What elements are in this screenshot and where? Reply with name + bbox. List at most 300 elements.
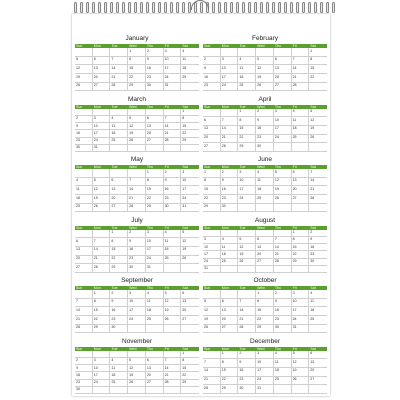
day-cell[interactable]: 26	[128, 138, 146, 145]
day-cell[interactable]: 8	[181, 116, 199, 123]
day-cell[interactable]	[128, 387, 146, 394]
day-cell[interactable]: 17	[238, 186, 256, 195]
day-cell[interactable]: 5	[203, 299, 221, 308]
day-cell[interactable]	[203, 351, 221, 360]
day-cell[interactable]: 27	[221, 325, 239, 334]
day-cell[interactable]: 28	[128, 204, 146, 213]
day-cell[interactable]: 27	[93, 83, 111, 92]
day-cell[interactable]	[274, 143, 292, 152]
day-cell[interactable]: 13	[93, 65, 111, 74]
day-cell[interactable]: 26	[75, 83, 93, 92]
day-cell[interactable]: 30	[128, 264, 146, 273]
day-cell[interactable]: 24	[128, 316, 146, 325]
day-cell[interactable]: 21	[221, 135, 239, 144]
day-cell[interactable]: 22	[221, 377, 239, 386]
day-cell[interactable]: 5	[274, 169, 292, 178]
day-cell[interactable]	[292, 204, 310, 213]
day-cell[interactable]: 12	[274, 178, 292, 187]
day-cell[interactable]: 30	[75, 145, 93, 152]
day-cell[interactable]: 28	[164, 380, 182, 387]
day-cell[interactable]: 31	[146, 264, 164, 273]
day-cell[interactable]: 2	[146, 48, 164, 57]
day-cell[interactable]: 11	[274, 359, 292, 368]
day-cell[interactable]: 4	[110, 116, 128, 123]
day-cell[interactable]: 13	[256, 244, 274, 251]
day-cell[interactable]: 19	[181, 247, 199, 256]
day-cell[interactable]: 7	[164, 358, 182, 365]
day-cell[interactable]: 3	[221, 57, 239, 66]
day-cell[interactable]: 4	[181, 48, 199, 57]
day-cell[interactable]: 26	[93, 204, 111, 213]
day-cell[interactable]: 6	[221, 299, 239, 308]
day-cell[interactable]	[164, 109, 182, 116]
day-cell[interactable]	[75, 169, 93, 178]
day-cell[interactable]: 16	[274, 307, 292, 316]
day-cell[interactable]: 1	[93, 290, 111, 299]
day-cell[interactable]: 19	[274, 186, 292, 195]
day-cell[interactable]: 9	[164, 178, 182, 187]
day-cell[interactable]: 20	[274, 74, 292, 83]
day-cell[interactable]: 2	[238, 351, 256, 360]
day-cell[interactable]: 10	[238, 178, 256, 187]
day-cell[interactable]: 22	[292, 251, 310, 258]
day-cell[interactable]: 13	[274, 65, 292, 74]
day-cell[interactable]: 17	[274, 126, 292, 135]
day-cell[interactable]: 22	[256, 316, 274, 325]
day-cell[interactable]: 2	[274, 290, 292, 299]
day-cell[interactable]: 11	[309, 299, 327, 308]
day-cell[interactable]	[292, 48, 310, 57]
day-cell[interactable]: 6	[146, 116, 164, 123]
day-cell[interactable]: 23	[110, 316, 128, 325]
day-cell[interactable]: 30	[146, 83, 164, 92]
day-cell[interactable]: 31	[203, 266, 221, 273]
day-cell[interactable]: 15	[181, 123, 199, 130]
day-cell[interactable]: 22	[181, 130, 199, 137]
day-cell[interactable]: 9	[110, 299, 128, 308]
day-cell[interactable]	[309, 385, 327, 394]
day-cell[interactable]: 25	[221, 259, 239, 266]
day-cell[interactable]: 3	[164, 48, 182, 57]
day-cell[interactable]: 25	[146, 316, 164, 325]
day-cell[interactable]: 26	[203, 325, 221, 334]
day-cell[interactable]: 18	[164, 247, 182, 256]
day-cell[interactable]: 20	[110, 195, 128, 204]
day-cell[interactable]	[256, 230, 274, 237]
day-cell[interactable]: 11	[221, 244, 239, 251]
day-cell[interactable]: 4	[110, 358, 128, 365]
day-cell[interactable]: 11	[181, 57, 199, 66]
day-cell[interactable]: 14	[93, 247, 111, 256]
day-cell[interactable]: 24	[203, 259, 221, 266]
day-cell[interactable]: 4	[292, 109, 310, 118]
day-cell[interactable]: 27	[146, 138, 164, 145]
day-cell[interactable]: 16	[75, 130, 93, 137]
day-cell[interactable]: 31	[256, 385, 274, 394]
day-cell[interactable]	[164, 325, 182, 334]
day-cell[interactable]: 16	[110, 307, 128, 316]
day-cell[interactable]: 25	[238, 83, 256, 92]
day-cell[interactable]	[93, 109, 111, 116]
day-cell[interactable]	[181, 264, 199, 273]
day-cell[interactable]: 2	[110, 290, 128, 299]
day-cell[interactable]: 28	[203, 385, 221, 394]
day-cell[interactable]: 17	[93, 372, 111, 379]
day-cell[interactable]: 11	[256, 178, 274, 187]
day-cell[interactable]: 17	[164, 65, 182, 74]
day-cell[interactable]: 2	[75, 358, 93, 365]
day-cell[interactable]: 25	[164, 256, 182, 265]
day-cell[interactable]: 10	[93, 123, 111, 130]
day-cell[interactable]: 2	[221, 169, 239, 178]
day-cell[interactable]: 9	[221, 178, 239, 187]
day-cell[interactable]: 27	[146, 380, 164, 387]
day-cell[interactable]: 18	[146, 307, 164, 316]
day-cell[interactable]: 12	[128, 123, 146, 130]
day-cell[interactable]: 28	[110, 83, 128, 92]
day-cell[interactable]: 23	[203, 83, 221, 92]
day-cell[interactable]: 17	[256, 368, 274, 377]
day-cell[interactable]: 8	[238, 117, 256, 126]
day-cell[interactable]: 26	[181, 256, 199, 265]
day-cell[interactable]: 5	[128, 358, 146, 365]
day-cell[interactable]: 12	[181, 238, 199, 247]
day-cell[interactable]: 9	[274, 299, 292, 308]
day-cell[interactable]: 1	[292, 230, 310, 237]
day-cell[interactable]: 16	[164, 186, 182, 195]
day-cell[interactable]: 23	[164, 195, 182, 204]
day-cell[interactable]: 6	[274, 57, 292, 66]
day-cell[interactable]: 15	[221, 368, 239, 377]
day-cell[interactable]: 19	[238, 251, 256, 258]
day-cell[interactable]: 7	[75, 299, 93, 308]
day-cell[interactable]: 30	[256, 143, 274, 152]
day-cell[interactable]: 14	[274, 244, 292, 251]
day-cell[interactable]: 19	[164, 307, 182, 316]
day-cell[interactable]: 27	[75, 264, 93, 273]
day-cell[interactable]: 17	[181, 186, 199, 195]
day-cell[interactable]: 16	[75, 372, 93, 379]
day-cell[interactable]: 24	[221, 83, 239, 92]
day-cell[interactable]	[274, 385, 292, 394]
day-cell[interactable]	[309, 204, 327, 213]
day-cell[interactable]: 24	[274, 135, 292, 144]
day-cell[interactable]	[164, 264, 182, 273]
day-cell[interactable]: 16	[256, 126, 274, 135]
day-cell[interactable]: 6	[110, 178, 128, 187]
day-cell[interactable]: 3	[181, 169, 199, 178]
day-cell[interactable]: 31	[164, 83, 182, 92]
day-cell[interactable]: 23	[309, 251, 327, 258]
day-cell[interactable]: 1	[309, 48, 327, 57]
day-cell[interactable]: 10	[221, 65, 239, 74]
day-cell[interactable]: 15	[238, 126, 256, 135]
day-cell[interactable]: 10	[93, 365, 111, 372]
day-cell[interactable]: 5	[164, 290, 182, 299]
day-cell[interactable]: 11	[238, 65, 256, 74]
day-cell[interactable]: 20	[292, 186, 310, 195]
day-cell[interactable]	[203, 48, 221, 57]
day-cell[interactable]: 27	[181, 316, 199, 325]
day-cell[interactable]: 20	[146, 130, 164, 137]
day-cell[interactable]: 21	[309, 186, 327, 195]
day-cell[interactable]: 17	[203, 251, 221, 258]
day-cell[interactable]: 5	[181, 230, 199, 239]
day-cell[interactable]	[256, 266, 274, 273]
day-cell[interactable]: 9	[75, 365, 93, 372]
day-cell[interactable]: 8	[181, 358, 199, 365]
day-cell[interactable]: 17	[93, 130, 111, 137]
day-cell[interactable]: 2	[203, 57, 221, 66]
day-cell[interactable]: 14	[238, 307, 256, 316]
day-cell[interactable]: 19	[309, 126, 327, 135]
day-cell[interactable]: 31	[93, 145, 111, 152]
day-cell[interactable]: 18	[309, 307, 327, 316]
day-cell[interactable]: 27	[309, 377, 327, 386]
day-cell[interactable]: 20	[221, 316, 239, 325]
day-cell[interactable]: 7	[221, 117, 239, 126]
day-cell[interactable]: 21	[110, 74, 128, 83]
day-cell[interactable]: 11	[110, 365, 128, 372]
day-cell[interactable]: 25	[274, 377, 292, 386]
day-cell[interactable]	[238, 204, 256, 213]
day-cell[interactable]	[274, 266, 292, 273]
day-cell[interactable]	[181, 83, 199, 92]
day-cell[interactable]: 10	[203, 244, 221, 251]
day-cell[interactable]	[203, 290, 221, 299]
day-cell[interactable]: 5	[309, 109, 327, 118]
day-cell[interactable]	[181, 387, 199, 394]
day-cell[interactable]: 23	[128, 256, 146, 265]
day-cell[interactable]	[221, 266, 239, 273]
day-cell[interactable]: 2	[164, 169, 182, 178]
day-cell[interactable]: 1	[238, 109, 256, 118]
day-cell[interactable]: 3	[292, 290, 310, 299]
day-cell[interactable]: 29	[292, 259, 310, 266]
day-cell[interactable]	[110, 169, 128, 178]
day-cell[interactable]: 29	[238, 143, 256, 152]
day-cell[interactable]: 10	[181, 178, 199, 187]
day-cell[interactable]	[221, 109, 239, 118]
day-cell[interactable]: 22	[93, 316, 111, 325]
day-cell[interactable]	[221, 48, 239, 57]
day-cell[interactable]: 10	[146, 238, 164, 247]
day-cell[interactable]: 18	[256, 186, 274, 195]
day-cell[interactable]: 23	[75, 138, 93, 145]
day-cell[interactable]	[93, 230, 111, 239]
day-cell[interactable]	[164, 145, 182, 152]
day-cell[interactable]: 13	[75, 247, 93, 256]
day-cell[interactable]	[274, 230, 292, 237]
day-cell[interactable]: 9	[256, 117, 274, 126]
day-cell[interactable]: 12	[309, 117, 327, 126]
day-cell[interactable]: 16	[128, 247, 146, 256]
day-cell[interactable]: 24	[93, 380, 111, 387]
day-cell[interactable]: 18	[221, 251, 239, 258]
day-cell[interactable]: 4	[146, 290, 164, 299]
day-cell[interactable]: 20	[309, 368, 327, 377]
day-cell[interactable]	[75, 230, 93, 239]
day-cell[interactable]: 1	[181, 109, 199, 116]
day-cell[interactable]: 16	[146, 65, 164, 74]
day-cell[interactable]: 21	[164, 130, 182, 137]
day-cell[interactable]: 6	[309, 351, 327, 360]
day-cell[interactable]: 8	[128, 57, 146, 66]
day-cell[interactable]: 23	[75, 380, 93, 387]
day-cell[interactable]	[128, 351, 146, 358]
day-cell[interactable]: 21	[292, 74, 310, 83]
day-cell[interactable]: 22	[181, 372, 199, 379]
day-cell[interactable]: 9	[146, 57, 164, 66]
day-cell[interactable]: 26	[256, 83, 274, 92]
day-cell[interactable]: 6	[146, 358, 164, 365]
day-cell[interactable]: 1	[221, 351, 239, 360]
day-cell[interactable]	[110, 109, 128, 116]
day-cell[interactable]: 13	[146, 365, 164, 372]
day-cell[interactable]	[238, 266, 256, 273]
day-cell[interactable]: 17	[146, 247, 164, 256]
day-cell[interactable]: 29	[181, 380, 199, 387]
day-cell[interactable]: 15	[203, 186, 221, 195]
day-cell[interactable]: 26	[164, 316, 182, 325]
day-cell[interactable]: 2	[256, 109, 274, 118]
day-cell[interactable]: 2	[75, 116, 93, 123]
day-cell[interactable]: 14	[309, 178, 327, 187]
day-cell[interactable]: 29	[110, 264, 128, 273]
day-cell[interactable]: 20	[146, 372, 164, 379]
day-cell[interactable]: 1	[181, 351, 199, 358]
day-cell[interactable]: 24	[256, 377, 274, 386]
day-cell[interactable]: 12	[75, 65, 93, 74]
day-cell[interactable]: 24	[93, 138, 111, 145]
day-cell[interactable]: 30	[221, 204, 239, 213]
day-cell[interactable]: 27	[110, 204, 128, 213]
day-cell[interactable]: 8	[93, 299, 111, 308]
day-cell[interactable]: 14	[292, 65, 310, 74]
day-cell[interactable]: 24	[164, 74, 182, 83]
day-cell[interactable]: 30	[274, 325, 292, 334]
day-cell[interactable]	[128, 145, 146, 152]
day-cell[interactable]: 28	[93, 264, 111, 273]
day-cell[interactable]: 10	[128, 299, 146, 308]
day-cell[interactable]: 28	[221, 143, 239, 152]
day-cell[interactable]: 3	[146, 230, 164, 239]
day-cell[interactable]: 23	[274, 316, 292, 325]
day-cell[interactable]	[146, 387, 164, 394]
day-cell[interactable]: 15	[181, 365, 199, 372]
day-cell[interactable]: 13	[292, 178, 310, 187]
day-cell[interactable]: 12	[203, 307, 221, 316]
day-cell[interactable]: 26	[292, 377, 310, 386]
day-cell[interactable]	[146, 145, 164, 152]
day-cell[interactable]: 19	[292, 368, 310, 377]
day-cell[interactable]: 5	[128, 116, 146, 123]
day-cell[interactable]: 20	[181, 307, 199, 316]
day-cell[interactable]: 16	[203, 74, 221, 83]
day-cell[interactable]: 16	[309, 244, 327, 251]
day-cell[interactable]: 18	[292, 126, 310, 135]
day-cell[interactable]	[309, 83, 327, 92]
day-cell[interactable]: 28	[292, 83, 310, 92]
day-cell[interactable]: 22	[309, 74, 327, 83]
day-cell[interactable]: 27	[274, 83, 292, 92]
day-cell[interactable]: 14	[221, 126, 239, 135]
day-cell[interactable]: 11	[75, 186, 93, 195]
day-cell[interactable]	[292, 143, 310, 152]
day-cell[interactable]: 22	[203, 195, 221, 204]
day-cell[interactable]: 12	[238, 244, 256, 251]
day-cell[interactable]: 3	[256, 351, 274, 360]
day-cell[interactable]: 22	[110, 256, 128, 265]
day-cell[interactable]	[128, 325, 146, 334]
day-cell[interactable]: 21	[274, 251, 292, 258]
day-cell[interactable]	[75, 290, 93, 299]
day-cell[interactable]	[238, 230, 256, 237]
day-cell[interactable]: 29	[221, 385, 239, 394]
day-cell[interactable]: 3	[93, 116, 111, 123]
day-cell[interactable]: 10	[164, 57, 182, 66]
day-cell[interactable]: 25	[256, 195, 274, 204]
day-cell[interactable]: 18	[110, 130, 128, 137]
day-cell[interactable]	[93, 48, 111, 57]
day-cell[interactable]: 25	[181, 74, 199, 83]
day-cell[interactable]: 20	[256, 251, 274, 258]
day-cell[interactable]: 8	[256, 299, 274, 308]
day-cell[interactable]: 11	[146, 299, 164, 308]
day-cell[interactable]: 1	[256, 290, 274, 299]
day-cell[interactable]: 13	[309, 359, 327, 368]
day-cell[interactable]: 6	[181, 290, 199, 299]
day-cell[interactable]: 21	[238, 316, 256, 325]
day-cell[interactable]: 6	[75, 238, 93, 247]
day-cell[interactable]: 12	[93, 186, 111, 195]
day-cell[interactable]: 29	[93, 325, 111, 334]
day-cell[interactable]	[93, 387, 111, 394]
day-cell[interactable]: 8	[146, 178, 164, 187]
day-cell[interactable]: 23	[221, 195, 239, 204]
day-cell[interactable]: 7	[164, 116, 182, 123]
day-cell[interactable]: 13	[181, 299, 199, 308]
day-cell[interactable]: 9	[128, 238, 146, 247]
day-cell[interactable]: 23	[256, 135, 274, 144]
day-cell[interactable]: 7	[93, 238, 111, 247]
day-cell[interactable]	[274, 48, 292, 57]
day-cell[interactable]	[93, 351, 111, 358]
day-cell[interactable]: 21	[164, 372, 182, 379]
day-cell[interactable]: 8	[203, 178, 221, 187]
day-cell[interactable]: 14	[110, 65, 128, 74]
day-cell[interactable]: 5	[75, 57, 93, 66]
day-cell[interactable]	[274, 204, 292, 213]
day-cell[interactable]: 7	[274, 237, 292, 244]
day-cell[interactable]: 18	[181, 65, 199, 74]
day-cell[interactable]: 15	[292, 244, 310, 251]
day-cell[interactable]: 19	[256, 74, 274, 83]
day-cell[interactable]: 14	[75, 307, 93, 316]
day-cell[interactable]	[164, 387, 182, 394]
day-cell[interactable]: 1	[110, 230, 128, 239]
day-cell[interactable]: 7	[110, 57, 128, 66]
day-cell[interactable]: 6	[93, 57, 111, 66]
day-cell[interactable]: 10	[256, 359, 274, 368]
day-cell[interactable]	[292, 385, 310, 394]
day-cell[interactable]: 20	[203, 135, 221, 144]
day-cell[interactable]	[181, 145, 199, 152]
day-cell[interactable]: 24	[292, 316, 310, 325]
day-cell[interactable]: 30	[238, 385, 256, 394]
day-cell[interactable]: 2	[128, 230, 146, 239]
day-cell[interactable]	[203, 109, 221, 118]
